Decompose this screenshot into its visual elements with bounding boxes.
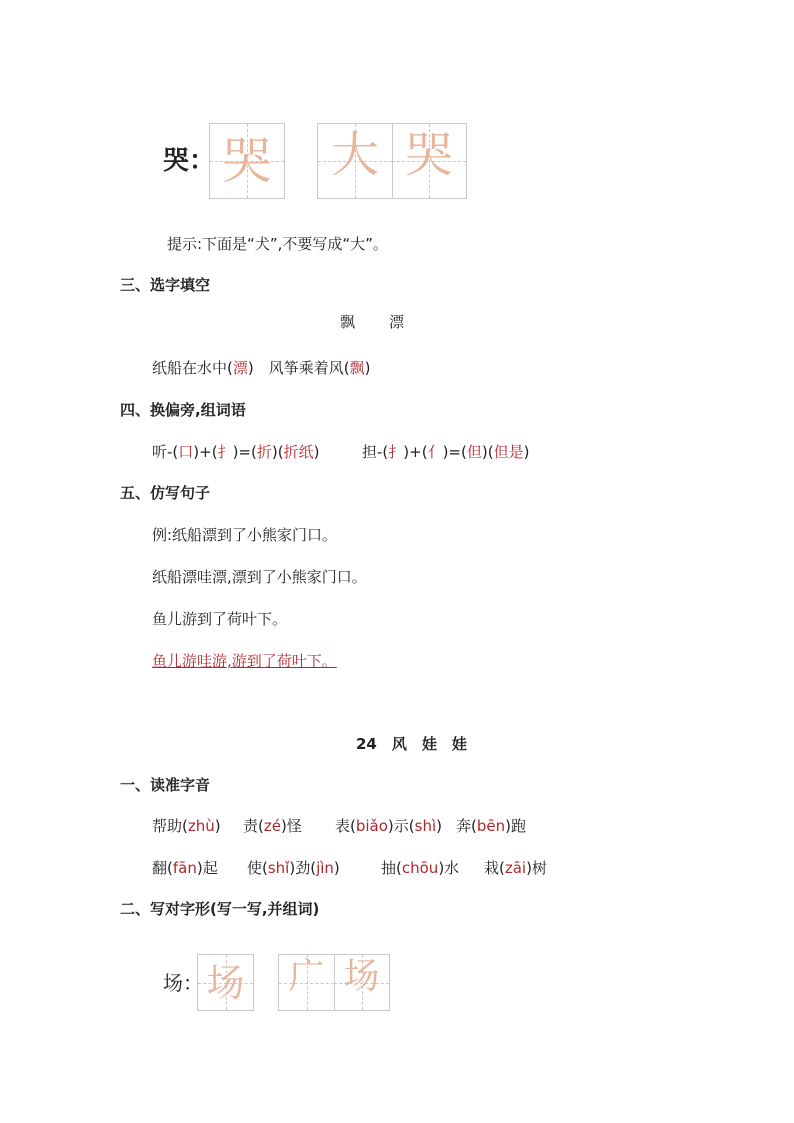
text: 翻( [152,859,173,877]
pinyin: jìn [316,859,334,877]
prompt-sentence: 鱼儿游到了荷叶下。 [152,610,288,628]
char-label-chang: 场： [163,971,203,995]
practice-char: 广 [288,956,325,997]
example-answer: 纸船漂哇漂,漂到了小熊家门口。 [152,568,367,586]
text: 责( [243,817,264,835]
text: ) 风筝乘着风( [247,359,350,377]
text: ) [214,817,221,835]
text: )+( [403,443,428,461]
pinyin: shì [414,817,437,835]
answer: 折纸 [283,443,314,461]
practice-char: 哭 [222,132,272,190]
writing-box-single [197,954,254,1011]
lesson-section-1-title: 一、读准字音 [120,776,211,794]
fill-blank-line [152,358,370,378]
text: 表( [335,817,356,835]
char-label-ku: 哭： [163,146,216,176]
pinyin-item [456,816,526,836]
text: ) [436,817,442,835]
pinyin-item [484,858,547,878]
text: )起 [196,859,218,877]
text: 担-( [362,443,389,461]
text: 纸船在水中( [152,359,233,377]
pinyin: biǎo [355,817,388,835]
text: )=( [442,443,467,461]
answer: 漂 [232,359,248,377]
answer: 飘 [349,359,365,377]
text: )树 [526,859,547,877]
text: )示( [387,817,415,835]
pinyin-item [381,858,459,878]
pinyin: zhù [187,817,215,835]
option-piao-2: 漂 [389,313,405,331]
text: 帮助( [152,817,188,835]
pinyin: shǐ [267,859,290,877]
writing-box-single [209,123,285,199]
pinyin: fān [172,859,197,877]
text: )劲( [289,859,317,877]
pinyin-item [335,816,442,836]
text: 抽( [381,859,402,877]
text: )=( [232,443,257,461]
pinyin-item [243,816,302,836]
practice-char: 场 [206,961,245,1005]
example-sentence: 例:纸船漂到了小熊家门口。 [152,526,338,544]
text: )水 [438,859,460,877]
pinyin: chōu [401,859,439,877]
text: 使( [247,859,268,877]
answer: 但 [466,443,482,461]
pinyin-item [152,816,221,836]
writing-box-pair [278,954,390,1011]
section-4-title: 四、换偏旁,组词语 [120,401,246,419]
text: )跑 [505,817,526,835]
writing-box-pair [317,123,467,199]
lesson-title: 24 风 娃 娃 [356,735,467,753]
answer: 扌 [388,443,404,461]
text: ) [364,359,371,377]
pinyin-item [152,858,218,878]
text: )( [271,443,284,461]
text: )怪 [280,817,302,835]
pinyin: zāi [504,859,527,877]
answer: 口 [178,443,194,461]
radical-swap-left [152,442,319,462]
answer: 折 [256,443,272,461]
practice-char: 大 [330,127,379,183]
practice-char: 场 [343,956,380,997]
practice-char: 哭 [404,127,453,183]
text: 奔( [456,817,477,835]
section-5-title: 五、仿写句子 [120,484,211,502]
lesson-section-2-title: 二、写对字形(写一写,并组词) [120,900,320,918]
hint-text: 提示:下面是“犬”,不要写成“大”。 [167,235,388,253]
text: )+( [193,443,218,461]
text: ) [333,859,340,877]
option-piao-1: 飘 [340,313,356,331]
answer: 但是 [493,443,524,461]
pinyin-item [247,858,340,878]
pinyin: zé [263,817,281,835]
text: )( [481,443,494,461]
answer-sentence: 鱼儿游哇游,游到了荷叶下。 [152,652,337,670]
text: ) [523,443,530,461]
answer: 亻 [427,443,443,461]
text: 听-( [152,443,179,461]
text: 栽( [484,859,505,877]
answer: 扌 [217,443,233,461]
radical-swap-right [362,442,529,462]
section-3-title: 三、选字填空 [120,276,211,294]
text: ) [313,443,320,461]
pinyin: bēn [476,817,506,835]
